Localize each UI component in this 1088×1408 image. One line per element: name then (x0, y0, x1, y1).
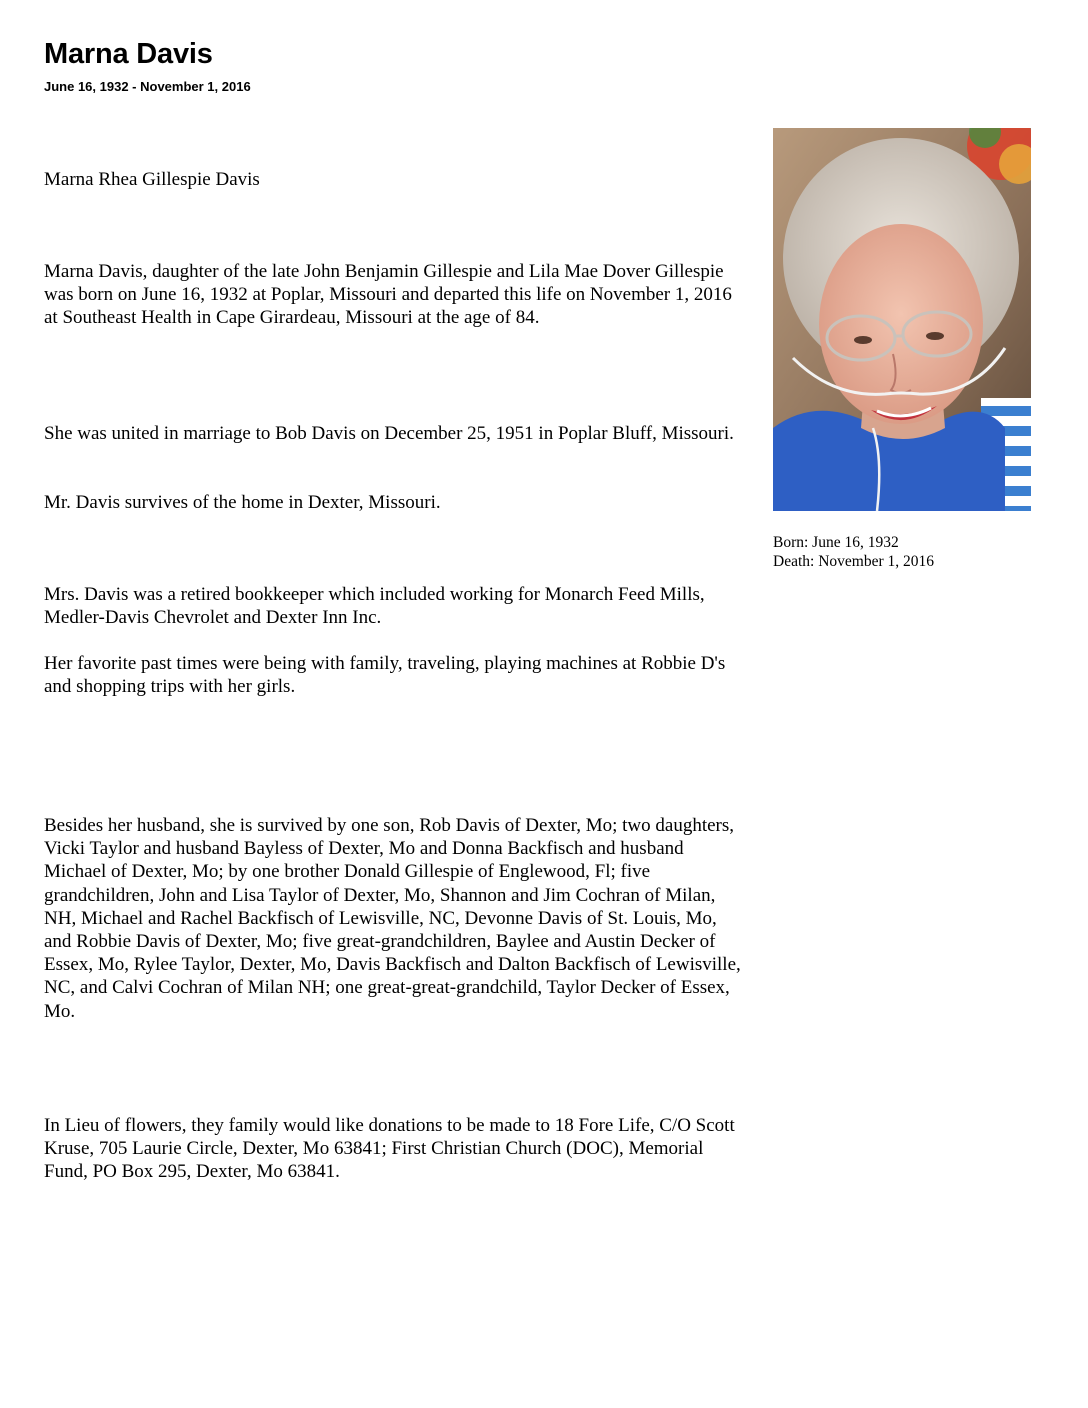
life-dates: June 16, 1932 - November 1, 2016 (44, 79, 251, 94)
survivors-paragraph: Besides her husband, she is survived by one son, Rob Davis of Dexter, Mo; two daughters, Vicki Taylor and husband Bayless of Dexter, Mo and Donna Backfisch and husband Michael of Dexter, Mo; by one brother Donald Gillespie of Englewood, Fl; five grandchildren, John and Lisa Taylor of Dexter, Mo, Shannon and Jim Cochran of Milan, NH, Michael and Rachel Backfisch of Lewisville, NC, Devonne Davis of St. Louis, Mo, and Robbie Davis of Dexter, Mo; five great-grandchildren, Baylee and Austin Decker of Essex, Mo, Rylee Taylor, Dexter, Mo, Davis Backfisch and Dalton Backfisch of Lewisville, NC, and Calvi Cochran of Milan NH; one great-great-grandchild, Taylor Decker of Essex, Mo. (44, 815, 741, 1022)
born-date: Born: June 16, 1932 (773, 534, 899, 551)
donations-paragraph: In Lieu of flowers, they family would like donations to be made to 18 Fore Life, C/O Scott Kruse, 705 Laurie Circle, Dexter, Mo 63841; First Christian Church (DOC), Memorial Fund, PO Box 295, Dexter, Mo 63841. (44, 1115, 735, 1183)
career-paragraph: Mrs. Davis was a retired bookkeeper which included working for Monarch Feed Mills, Medler-Davis Chevrolet and Dexter Inn Inc. (44, 584, 705, 629)
spouse-paragraph: Mr. Davis survives of the home in Dexter, Missouri. (44, 492, 441, 513)
full-name-paragraph: Marna Rhea Gillespie Davis (44, 169, 260, 190)
photo-caption (773, 533, 934, 571)
obituary-name: Marna Davis (44, 38, 213, 70)
pastimes-paragraph: Her favorite past times were being with family, traveling, playing machines at Robbie D's and shopping trips with her girls. (44, 653, 726, 698)
marriage-paragraph: She was united in marriage to Bob Davis on December 25, 1951 in Poplar Bluff, Missouri. (44, 423, 734, 444)
birth-death-paragraph: Marna Davis, daughter of the late John Benjamin Gillespie and Lila Mae Dover Gillespie was born on June 16, 1932 at Poplar, Missouri and departed this life on November 1, 2016 at Southeast Health in Cape Girardeau, Missouri at the age of 84. (44, 261, 732, 329)
portrait-photo (773, 128, 1031, 511)
death-date: Death: November 1, 2016 (773, 553, 934, 570)
